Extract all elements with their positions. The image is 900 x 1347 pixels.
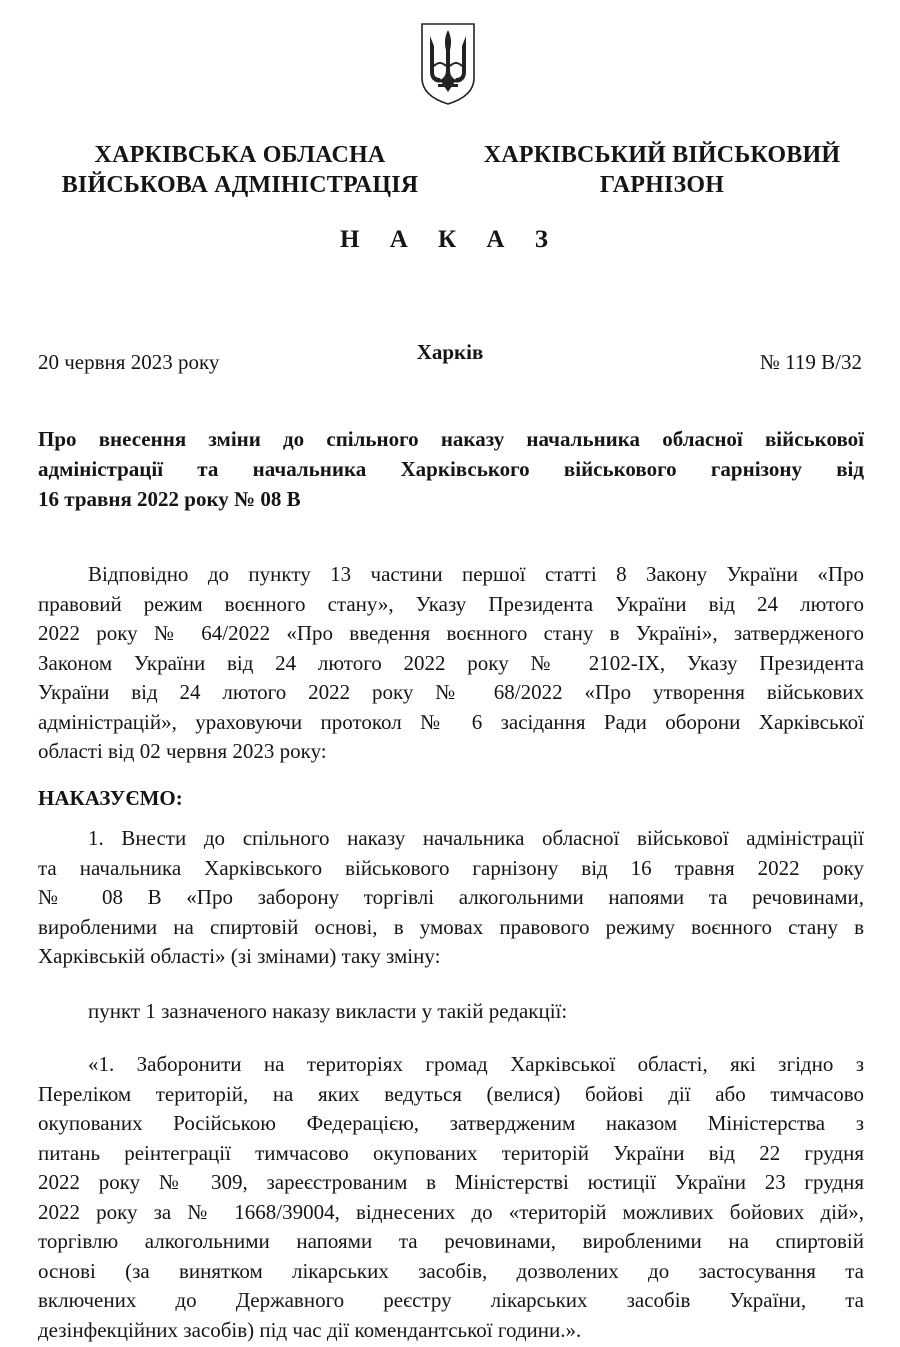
item-1-line: та начальника Харківського військового гарнізону від 16 травня 2022 року <box>38 855 864 880</box>
issuer-right <box>462 140 862 200</box>
order-date: 20 червня 2023 року <box>38 350 220 374</box>
tryzub-coat-of-arms-icon <box>418 20 478 106</box>
quote-line: основі (за винятком лікарських засобів, дозволених до застосування та <box>38 1258 864 1283</box>
quote-line: Переліком територій, на яких ведуться (велися) бойові дії або тимчасово <box>38 1081 864 1106</box>
item-1-line: № 08 В «Про заборону торгівлі алкогольними напоями та речовинами, <box>38 885 864 909</box>
order-title <box>38 424 864 514</box>
preamble-line: Відповідно до пункту 13 частини першої статті 8 Закону України «Про <box>88 562 864 586</box>
preamble-paragraph <box>38 560 864 767</box>
preamble-line: адміністрацій», ураховуючи протокол № 6 засідання Ради оборони Харківської <box>38 709 864 734</box>
quote-line: 2022 року за № 1668/39004, віднесених до «територій можливих бойових дій», <box>38 1199 864 1224</box>
issuer-right-line-2: ГАРНІЗОН <box>599 172 725 198</box>
quote-line: 2022 року № 309, зареєстрованим в Міністерстві юстиції України 23 грудня <box>38 1170 864 1194</box>
item-1-line: Харківській області» (зі змінами) таку зміну: <box>38 944 441 968</box>
quote-line: дезінфекційних засобів) під час дії комендантської години.». <box>38 1317 582 1342</box>
preamble-line: 2022 року № 64/2022 «Про введення воєнного стану в Україні», затвердженого <box>38 621 864 645</box>
title-line: адміністрації та начальника Харківського військового гарнізону від <box>38 457 864 481</box>
quote-line: окупованих Російською Федерацією, затвердженим наказом Міністерства з <box>38 1111 864 1135</box>
item-1-line: 1. Внести до спільного наказу начальника обласної військової адміністрації <box>88 826 864 850</box>
preamble-line: України від 24 лютого 2022 року № 68/2022 «Про утворення військових <box>38 680 864 704</box>
item-1-sub-line: пункт 1 зазначеного наказу викласти у такій редакції: <box>88 999 568 1023</box>
quote-line: торгівлю алкогольними напоями та речовинами, виробленими на спиртовій <box>38 1229 864 1253</box>
quote-line: питань реінтеграції тимчасово окупованих територій України від 22 грудня <box>38 1140 864 1165</box>
document-type-heading: Н А К А З <box>340 226 560 253</box>
issuer-left-line-2: ВІЙСЬКОВА АДМІНІСТРАЦІЯ <box>61 172 419 198</box>
item-1-paragraph <box>38 824 864 972</box>
order-city: Харків <box>416 340 484 364</box>
preamble-line: області від 02 червня 2023 року: <box>38 739 327 763</box>
preamble-line: правовий режим воєнного стану», Указу Президента України від 24 лютого <box>38 591 864 616</box>
item-1-subparagraph <box>38 997 864 1027</box>
quote-line: включених до Державного реєстру лікарських засобів України, та <box>38 1288 864 1312</box>
title-line: 16 травня 2022 року № 08 В <box>38 487 301 511</box>
item-1-line: виробленими на спиртовій основі, в умовах правового режиму воєнного стану в <box>38 914 864 939</box>
issuer-left-line-1: ХАРКІВСЬКА ОБЛАСНА <box>94 142 386 168</box>
issuer-left <box>40 140 440 200</box>
quote-line: «1. Заборонити на територіях громад Харківської області, які згідно з <box>88 1052 864 1076</box>
order-verb-heading: НАКАЗУЄМО: <box>38 786 183 810</box>
quoted-new-wording <box>38 1050 864 1345</box>
title-line: Про внесення зміни до спільного наказу начальника обласної військової <box>38 427 864 451</box>
order-number: № 119 В/32 <box>759 350 862 374</box>
issuer-right-line-1: ХАРКІВСЬКИЙ ВІЙСЬКОВИЙ <box>483 142 841 168</box>
preamble-line: Законом України від 24 лютого 2022 року № 2102-IX, Указу Президента <box>38 650 864 675</box>
